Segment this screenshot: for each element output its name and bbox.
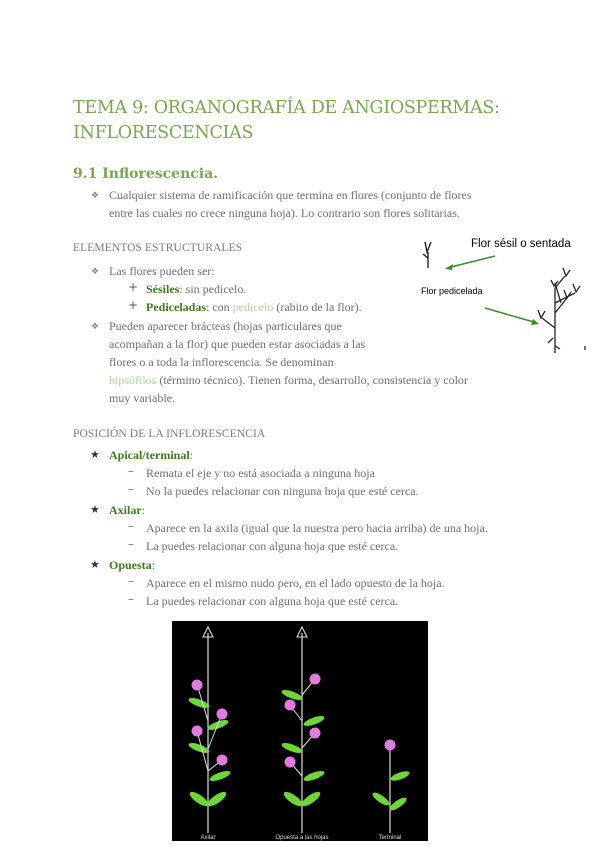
dash-bullet-icon: – bbox=[128, 574, 134, 588]
diamond-bullet-icon: ❖ bbox=[91, 191, 100, 201]
colon: : bbox=[189, 448, 193, 462]
list-item-opuesta bbox=[109, 556, 155, 574]
arrow-pedicelada bbox=[485, 308, 537, 323]
arrow-head-icon bbox=[531, 319, 539, 325]
section-heading-posicion: POSICIÓN DE LA INFLORESCENCIA bbox=[73, 428, 266, 440]
paragraph-definition bbox=[109, 186, 559, 222]
list-item: Aparece en el mismo nudo pero, en el lado opuesto de la hoja. bbox=[146, 576, 445, 590]
list-item-apical bbox=[109, 446, 193, 464]
section-heading-inflorescencia: 9.1 Inflorescencia. bbox=[73, 166, 219, 182]
diamond-bullet-icon: ❖ bbox=[91, 267, 100, 277]
label-flor-sesil: Flor sésil o sentada bbox=[471, 238, 571, 250]
flower-types-figure bbox=[415, 228, 600, 358]
colon: : bbox=[151, 558, 156, 572]
arrow-head-icon bbox=[445, 264, 453, 270]
term-axilar: Axilar bbox=[109, 503, 142, 517]
label-opuesta: Opuesta a las hojas bbox=[275, 835, 329, 841]
inflorescence-position-figure bbox=[172, 621, 428, 841]
pedic-mid: : con bbox=[206, 300, 233, 314]
star-bullet-icon: ★ bbox=[90, 503, 100, 516]
star-bullet-icon: ★ bbox=[90, 448, 100, 461]
colon: : bbox=[141, 503, 146, 517]
dash-bullet-icon: – bbox=[128, 464, 134, 478]
text-line: Pueden aparecer brácteas (hojas particulares que bbox=[109, 319, 342, 333]
page-title: TEMA 9: ORGANOGRAFÍA DE ANGIOSPERMAS: INFLORESCENCIAS bbox=[73, 98, 500, 143]
list-item: Remata el eje y no está asociada a ninguna hoja bbox=[146, 466, 375, 480]
sessile-flower-drawing bbox=[423, 242, 431, 268]
list-item: Las flores pueden ser: bbox=[109, 264, 215, 278]
star-bullet-icon: ★ bbox=[90, 558, 100, 571]
label-terminal: Terminal bbox=[378, 835, 402, 841]
term-pedicelo: pedicelo bbox=[232, 300, 274, 314]
list-item: La puedes relacionar con alguna hoja que esté cerca. bbox=[146, 594, 399, 608]
pedic-desc: (rabito de la flor). bbox=[273, 300, 362, 314]
plus-bullet-icon: + bbox=[128, 280, 139, 294]
term-pediceladas: Pediceladas bbox=[146, 300, 206, 314]
arrow-sesil bbox=[447, 256, 495, 268]
diamond-bullet-icon: ❖ bbox=[91, 322, 100, 332]
list-item-pediceladas bbox=[146, 298, 362, 316]
text-line: muy variable. bbox=[109, 391, 175, 405]
dash-bullet-icon: – bbox=[128, 519, 134, 533]
sesiles-desc: : sin pedicelo. bbox=[179, 282, 247, 296]
section-heading-elementos: ELEMENTOS ESTRUCTURALES bbox=[73, 242, 243, 254]
dash-bullet-icon: – bbox=[128, 537, 134, 551]
text-span: (término técnico). Tienen forma, desarrollo, consistencia y color bbox=[156, 373, 468, 387]
text-line: flores o a toda la inflorescencia. Se denominan bbox=[109, 355, 334, 369]
label-flor-pedicelada: Flor pedicelada bbox=[421, 286, 483, 296]
list-item-axilar bbox=[109, 501, 145, 519]
text-line: Cualquier sistema de ramificación que termina en flores (conjunto de flores bbox=[109, 188, 472, 202]
term-opuesta: Opuesta bbox=[109, 558, 152, 572]
text-line bbox=[109, 371, 559, 389]
term-hipsofilos: hipsófilos bbox=[109, 373, 157, 387]
dash-bullet-icon: – bbox=[128, 592, 134, 606]
text-line: acompañan a la flor) que pueden estar asociadas a las bbox=[109, 337, 366, 351]
label-axilar: Axilar bbox=[200, 835, 216, 841]
list-item: Aparece en la axila (igual que la nuestra pero hacia arriba) de una hoja. bbox=[146, 521, 488, 535]
term-apical: Apical/terminal bbox=[109, 448, 190, 462]
list-item-sesiles bbox=[146, 280, 246, 298]
dash-bullet-icon: – bbox=[128, 482, 134, 496]
list-item: No la puedes relacionar con ninguna hoja que esté cerca. bbox=[146, 484, 419, 498]
plus-bullet-icon: + bbox=[128, 298, 139, 312]
pedicellate-flower-drawing bbox=[538, 268, 585, 353]
text-line: entre las cuales no crece ninguna hoja). Lo contrario son flores solitarias. bbox=[109, 206, 460, 220]
term-sesiles: Sésiles bbox=[146, 282, 180, 296]
list-item: La puedes relacionar con alguna hoja que esté cerca. bbox=[146, 539, 399, 553]
